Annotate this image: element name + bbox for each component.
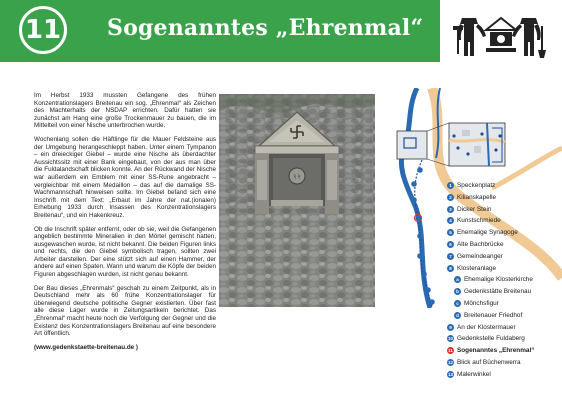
legend-label: Blick auf Büchenwerra [457, 358, 521, 366]
page-title: Sogenanntes „Ehrenmal“ [107, 15, 424, 41]
legend-label: Malerwinkel [457, 370, 491, 378]
legend-number-marker: 9 [447, 324, 454, 331]
map-legend [447, 181, 559, 382]
legend-item [447, 287, 559, 299]
legend-label: Breitenauer Friedhof [464, 311, 523, 319]
svg-text:ᛋᛋ: ᛋᛋ [292, 173, 302, 181]
stone-memorial-photo [219, 94, 375, 307]
website-link[interactable]: (www.gedenkstaette-breitenau.de ) [34, 343, 139, 351]
legend-item [447, 275, 559, 287]
legend-item [447, 323, 559, 335]
legend-label: Klosteranlage [457, 264, 497, 272]
legend-item [447, 299, 559, 311]
legend-number-marker: 2 [447, 194, 454, 201]
header-bar [0, 0, 562, 62]
legend-item [447, 264, 559, 276]
legend-number-marker: 10 [447, 336, 453, 342]
article-text [34, 92, 216, 351]
legend-item [447, 358, 559, 370]
legend-label: An der Klostermauer [457, 323, 516, 331]
legend-number-marker: a [454, 276, 461, 283]
station-number: 11 [24, 15, 62, 45]
legend-label: Ehemalige Klosterkirche [464, 276, 533, 284]
legend-item [447, 181, 559, 193]
legend-number-marker: 7 [447, 253, 454, 260]
legend-item [447, 252, 559, 264]
legend-item [447, 205, 559, 217]
legend-item [447, 216, 559, 228]
paragraph-2: Wochenlang sollen die Häftlinge für die Mauer Feldsteine aus der Umgebung herangeschleppt haben. Unter einem Tympanon – ein dreieckiger Giebel – wurde eine Nische als überdachter Aussichtssitz mit einer Bank eingebaut, von der aus man über die Fuldalandschaft blicken konnte. An der Rückwand der Nische war außerdem ein Emblem mit einer SS-Rune angebracht – vergleichbar mit einem Medaillon – das auf die damalige SS-Wachmannschaft hinweisen sollte. Im Giebel befand sich eine Inschrift mit dem Text: „Erbaut im Jahre der nat.(ionalen) Erhebung 1933 durch Insassen des Konzentrationslagers Breitenau“, und ein Hakenkreuz. [34, 135, 216, 219]
paragraph-3: Ob die Inschrift später entfernt, oder ob sie, weil die Gefangenen angeblich bestimmte Mineralien in den Mörtel gemischt hatten, ausgewaschen wurde, ist nicht bekannt. Die beiden Figuren links und rechts, die den Giebel symbolisch tragen, sollten zwei Arbeiter darstellen. Der eine stützt sich auf einen Hammer, der andere auf einen Spaten. Wann und warum die Köpfe der beiden Figuren abgeschlagen wurden, ist nicht genau bekannt. [34, 225, 216, 279]
station-number-badge [19, 6, 67, 54]
legend-item [447, 228, 559, 240]
legend-item [447, 346, 559, 358]
legend-label: Kilianskapelle [457, 193, 497, 201]
legend-label: Alte Bachbrücke [457, 240, 504, 248]
legend-label: Kunstschmiede [457, 217, 501, 225]
paragraph-1: Im Herbst 1933 mussten Gefangene des frühen Konzentrationslagers Breitenau ein sog. „Ehrenmal“ als Zeichen des Machterhalts der NSDAP errichten. Dafür hatten sie zunächst am Hang eine große Trockenmauer zu bauen, die im Mittelteil von einer Nische unterbrochen wurde. [34, 92, 216, 130]
legend-number-marker: 8 [447, 265, 454, 272]
paragraph-4: Der Bau dieses „Ehrenmals“ geschah zu einem Zeitpunkt, als in Deutschland mehr als 60 frühe Konzentrationslager für überwiegend deutsche politische Gegner existierten. Über fast alle diese Lager wurde in Zeitungsartikeln berichtet. Das „Ehrenmal“ macht heute noch die Verfolgung der Gegner und die Existenz des Konzentrationslagers Breitenau auf eine besondere Art öffentlich. [34, 284, 216, 338]
legend-number-marker: 1 [447, 182, 454, 189]
legend-label: Gemeindeanger [457, 252, 503, 260]
legend-number-marker: b [454, 288, 461, 295]
legend-label: Speckenplatz [457, 182, 496, 189]
legend-label: Mönchsfigur [464, 299, 499, 307]
legend-label: Sogenanntes „Ehrenmal“ [457, 347, 535, 355]
legend-label: Gedenkstätte Breitenau [464, 288, 532, 296]
legend-label: Dicker Stein [457, 205, 492, 213]
legend-number-marker: 6 [447, 241, 454, 248]
legend-item [447, 334, 559, 346]
legend-number-marker: 12 [447, 359, 453, 365]
legend-item [447, 370, 559, 382]
memorial-figures-logo [440, 0, 562, 62]
legend-label: Ehemalige Synagoge [457, 229, 518, 237]
legend-label: Gedenkstelle Fuldaberg [457, 335, 525, 343]
legend-item [447, 193, 559, 205]
legend-item [447, 311, 559, 323]
legend-number-marker: 4 [447, 217, 454, 224]
legend-number-marker: 3 [447, 206, 454, 213]
legend-number-marker: 13 [447, 371, 453, 377]
legend-number-marker: d [454, 312, 461, 319]
legend-item [447, 240, 559, 252]
legend-number-marker: 11 [448, 348, 453, 354]
legend-number-marker: 5 [447, 229, 454, 236]
legend-number-marker: c [454, 300, 461, 307]
